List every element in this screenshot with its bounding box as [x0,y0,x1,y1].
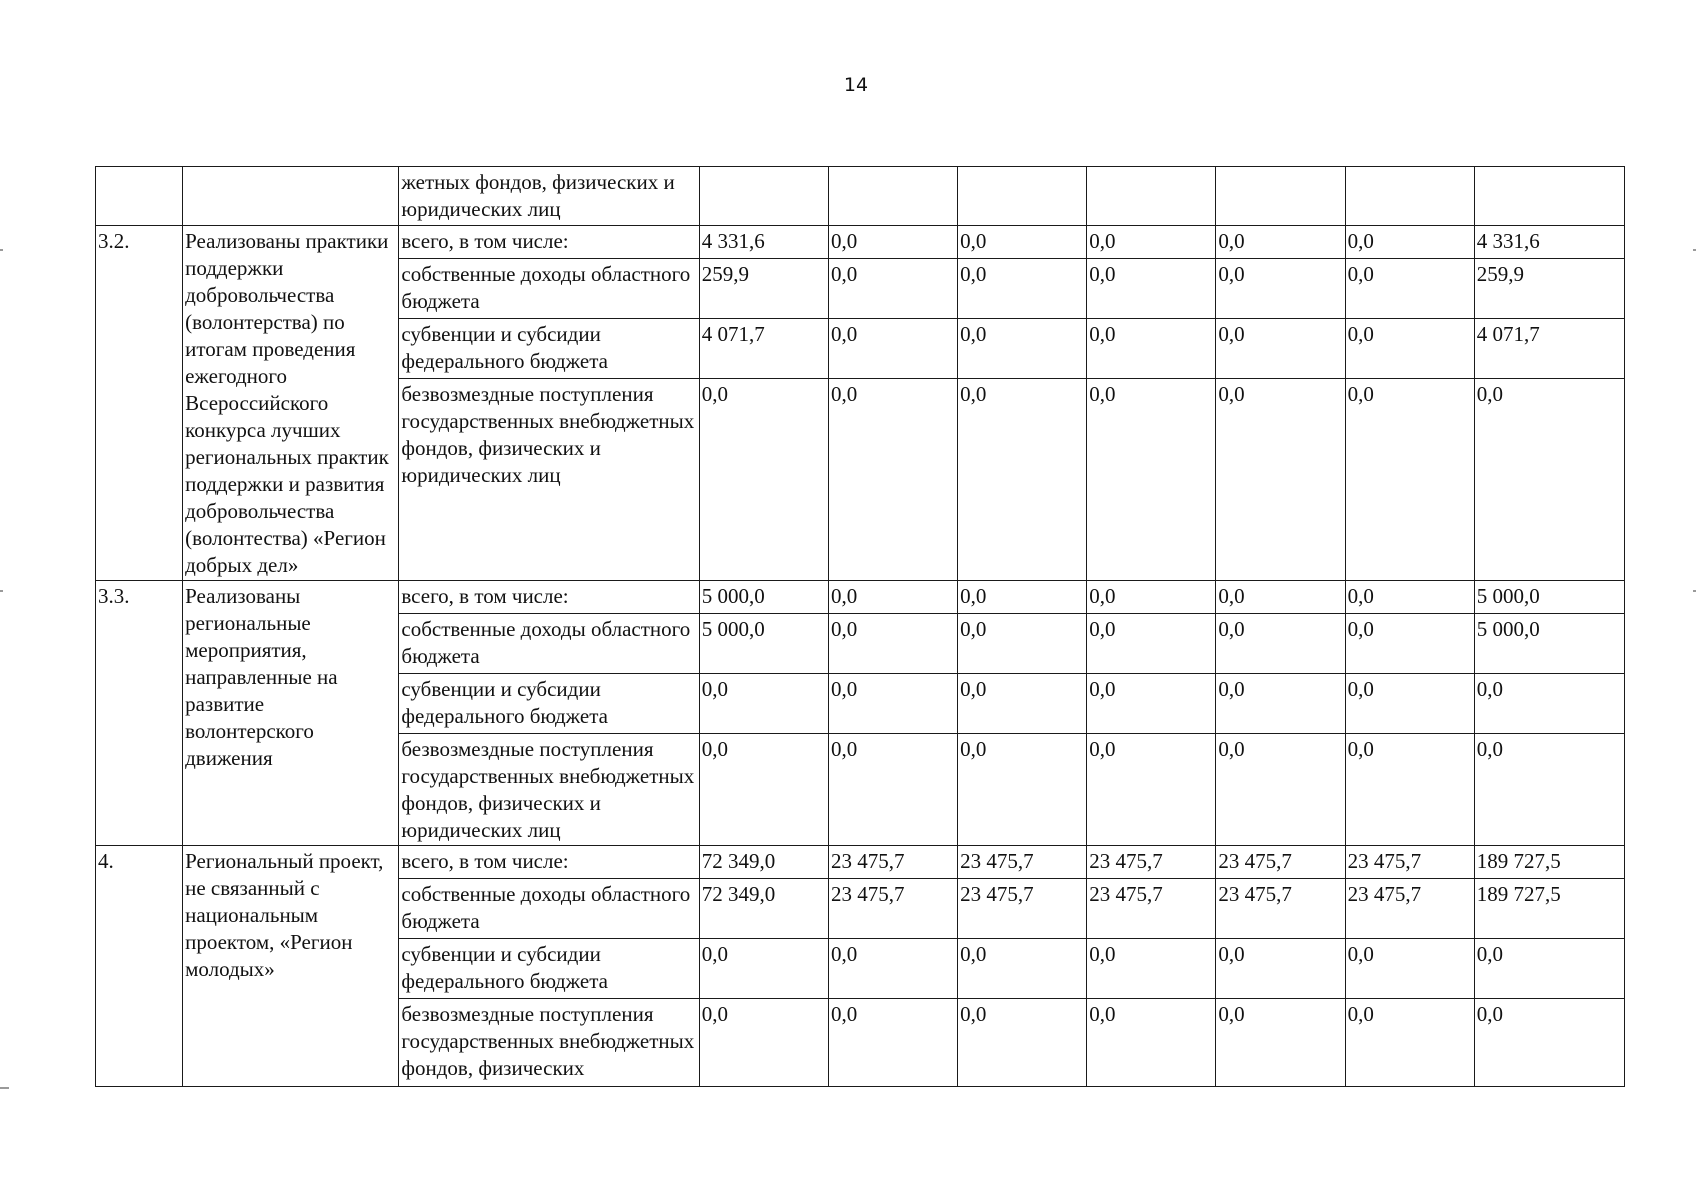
value-cell: 0,0 [1345,999,1474,1087]
value-cell: 0,0 [1216,226,1345,259]
table-body [96,167,1625,1087]
value-cell: 0,0 [958,319,1087,379]
value-cell: 0,0 [1216,379,1345,581]
funding-source-cell: собственные доходы областного бюджета [399,259,699,319]
value-cell: 23 475,7 [828,846,957,879]
row-number-cell: 3.2. [96,226,183,581]
value-cell: 0,0 [828,674,957,734]
value-cell: 0,0 [828,379,957,581]
funding-source-cell: безвозмездные поступления государственных внебюджетных фондов, физических и юридических лиц [399,734,699,846]
value-cell: 0,0 [699,734,828,846]
value-cell: 0,0 [828,614,957,674]
value-cell: 0,0 [828,259,957,319]
funding-source-cell: всего, в том числе: [399,846,699,879]
value-cell: 0,0 [1087,614,1216,674]
total-cell: 189 727,5 [1474,879,1624,939]
value-cell: 0,0 [1345,379,1474,581]
value-cell: 0,0 [1345,734,1474,846]
value-cell [1345,167,1474,226]
value-cell: 5 000,0 [699,614,828,674]
value-cell [699,167,828,226]
table-row-carryover [96,167,1625,226]
value-cell: 23 475,7 [1216,879,1345,939]
total-cell: 189 727,5 [1474,846,1624,879]
table-row [96,846,1625,879]
funding-source-cell: собственные доходы областного бюджета [399,614,699,674]
measure-name-cell: Реализованы практики поддержки добровольчества (волонтерства) по итогам проведения ежегодного Всероссийского конкурса лучших региональных практик поддержки и развития добровольчества (волонтества) «Регион добрых дел» [183,226,399,581]
funding-source-cell: жетных фондов, физических и юридических лиц [399,167,699,226]
value-cell: 0,0 [958,581,1087,614]
total-cell: 0,0 [1474,939,1624,999]
value-cell: 0,0 [1216,319,1345,379]
value-cell: 0,0 [958,999,1087,1087]
value-cell: 0,0 [958,734,1087,846]
value-cell: 0,0 [828,226,957,259]
value-cell: 0,0 [1216,734,1345,846]
value-cell: 0,0 [1087,674,1216,734]
page-number: 14 [843,74,869,96]
value-cell: 0,0 [1087,319,1216,379]
value-cell: 0,0 [1087,734,1216,846]
value-cell: 0,0 [1345,939,1474,999]
value-cell: 0,0 [1087,999,1216,1087]
total-cell [1474,167,1624,226]
value-cell: 0,0 [699,939,828,999]
funding-source-cell: безвозмездные поступления государственных внебюджетных фондов, физических [399,999,699,1087]
value-cell: 23 475,7 [1087,879,1216,939]
value-cell: 23 475,7 [958,879,1087,939]
value-cell: 0,0 [958,226,1087,259]
value-cell: 72 349,0 [699,879,828,939]
value-cell: 0,0 [1345,259,1474,319]
value-cell: 5 000,0 [699,581,828,614]
value-cell: 0,0 [1216,999,1345,1087]
value-cell [958,167,1087,226]
total-cell: 4 071,7 [1474,319,1624,379]
value-cell: 0,0 [1345,581,1474,614]
scan-edge-mark [1693,590,1696,592]
value-cell: 0,0 [828,581,957,614]
value-cell: 0,0 [1087,259,1216,319]
value-cell: 4 331,6 [699,226,828,259]
measure-name-cell: Реализованы региональные мероприятия, направленные на развитие волонтерского движения [183,581,399,846]
value-cell: 0,0 [1216,259,1345,319]
value-cell: 0,0 [1087,226,1216,259]
value-cell: 4 071,7 [699,319,828,379]
total-cell: 0,0 [1474,674,1624,734]
row-number-cell: 4. [96,846,183,1087]
funding-source-cell: всего, в том числе: [399,226,699,259]
total-cell: 0,0 [1474,999,1624,1087]
value-cell: 0,0 [1087,379,1216,581]
value-cell: 0,0 [958,674,1087,734]
value-cell: 0,0 [1216,581,1345,614]
value-cell: 23 475,7 [1216,846,1345,879]
value-cell: 0,0 [1345,674,1474,734]
scan-edge-mark [0,590,3,592]
value-cell: 23 475,7 [828,879,957,939]
value-cell: 259,9 [699,259,828,319]
value-cell: 0,0 [1216,674,1345,734]
budget-table [95,166,1625,1087]
total-cell: 5 000,0 [1474,581,1624,614]
value-cell: 23 475,7 [1345,879,1474,939]
value-cell: 0,0 [828,939,957,999]
value-cell: 0,0 [1216,614,1345,674]
value-cell: 0,0 [958,939,1087,999]
total-cell: 0,0 [1474,379,1624,581]
value-cell: 0,0 [958,614,1087,674]
funding-source-cell: безвозмездные поступления государственных внебюджетных фондов, физических и юридических лиц [399,379,699,581]
value-cell: 0,0 [699,379,828,581]
row-number-cell [96,167,183,226]
value-cell: 0,0 [1345,614,1474,674]
value-cell: 0,0 [699,674,828,734]
value-cell: 0,0 [958,379,1087,581]
funding-source-cell: субвенции и субсидии федерального бюджета [399,674,699,734]
value-cell: 23 475,7 [958,846,1087,879]
funding-source-cell: собственные доходы областного бюджета [399,879,699,939]
value-cell: 72 349,0 [699,846,828,879]
value-cell: 0,0 [1216,939,1345,999]
value-cell: 0,0 [1087,581,1216,614]
value-cell [1216,167,1345,226]
value-cell: 0,0 [699,999,828,1087]
total-cell: 259,9 [1474,259,1624,319]
value-cell: 0,0 [828,999,957,1087]
total-cell: 0,0 [1474,734,1624,846]
value-cell: 23 475,7 [1345,846,1474,879]
funding-source-cell: субвенции и субсидии федерального бюджета [399,939,699,999]
row-number-cell: 3.3. [96,581,183,846]
value-cell: 0,0 [1345,226,1474,259]
value-cell: 0,0 [1345,319,1474,379]
table-row [96,226,1625,259]
value-cell [828,167,957,226]
measure-name-cell: Региональный проект, не связанный с национальным проектом, «Регион молодых» [183,846,399,1087]
value-cell: 0,0 [828,734,957,846]
total-cell: 5 000,0 [1474,614,1624,674]
value-cell [1087,167,1216,226]
measure-name-cell [183,167,399,226]
scan-edge-mark [0,1087,9,1089]
value-cell: 0,0 [1087,939,1216,999]
funding-source-cell: всего, в том числе: [399,581,699,614]
total-cell: 4 331,6 [1474,226,1624,259]
scan-edge-mark [0,249,3,251]
value-cell: 0,0 [958,259,1087,319]
funding-source-cell: субвенции и субсидии федерального бюджета [399,319,699,379]
table-row [96,581,1625,614]
value-cell: 0,0 [828,319,957,379]
value-cell: 23 475,7 [1087,846,1216,879]
scan-edge-mark [1693,249,1696,251]
